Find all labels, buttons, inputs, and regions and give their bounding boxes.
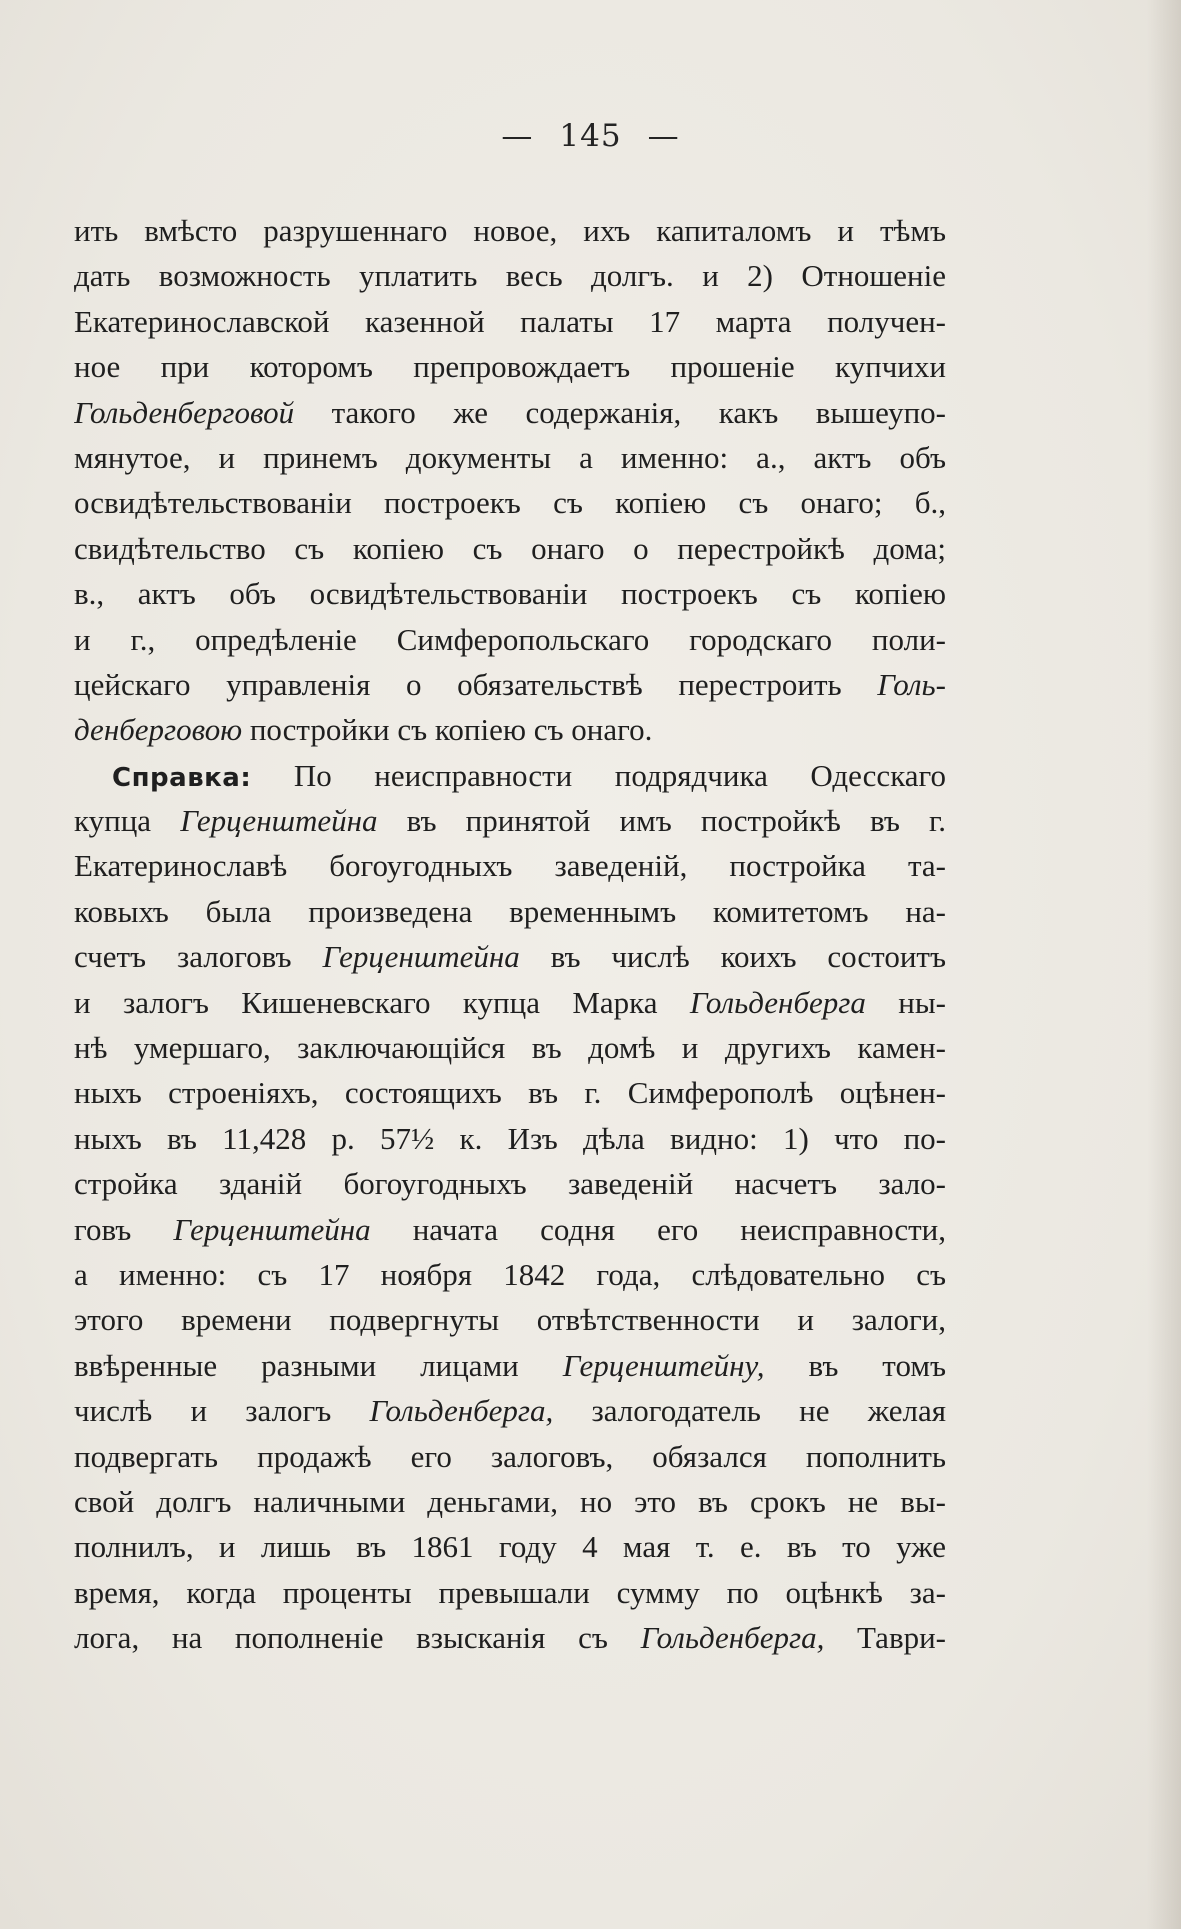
text-line: [74, 934, 946, 979]
text-segment: подвергать продажѣ его залоговъ, обязался пополнить: [74, 1438, 946, 1474]
page-number-dash-left: —: [501, 118, 534, 154]
text-line: [74, 526, 946, 571]
text-segment: мянутое, и принемъ документы а именно: а., актъ объ: [74, 439, 946, 475]
italic-name: Голь-: [877, 666, 946, 702]
text-segment: ныхъ въ 11,428 р. 57½ к. Изъ дѣла видно: 1) что по-: [74, 1120, 946, 1156]
text-line: [74, 1479, 946, 1524]
text-line: [74, 617, 946, 662]
text-segment: По неисправности подрядчика Одесскаго: [251, 757, 946, 793]
text-body: [74, 208, 946, 1661]
text-segment: ны-: [865, 984, 946, 1020]
text-line: [74, 390, 946, 435]
text-line: [74, 299, 946, 344]
text-line: [74, 662, 946, 707]
italic-name: Герценштейна: [180, 803, 378, 839]
text-line: [74, 253, 946, 298]
text-segment: Екатеринославѣ богоугодныхъ заведенiй, постройка та-: [74, 848, 946, 884]
text-line: [74, 798, 946, 843]
text-segment: ить вмѣсто разрушеннаго новое, ихъ капиталомъ и тѣмъ: [74, 213, 946, 248]
text-line: [74, 1207, 946, 1252]
text-segment: время, когда проценты превышали сумму по оцѣнкѣ за-: [74, 1574, 946, 1610]
text-line: [74, 980, 946, 1025]
text-line: [74, 1161, 946, 1206]
text-line: [74, 344, 946, 389]
text-line: [74, 435, 946, 480]
text-segment: ковыхъ была произведена временнымъ комитетомъ на-: [74, 893, 946, 929]
text-segment: а именно: съ 17 ноября 1842 года, слѣдовательно съ: [74, 1256, 946, 1292]
text-line: [74, 707, 946, 752]
text-segment: въ принятой имъ постройкѣ въ г.: [377, 803, 946, 839]
italic-name: Гольденберга,: [369, 1393, 554, 1429]
text-line: [74, 1524, 946, 1569]
text-segment: и г., опредѣленiе Симферопольскаго городскаго поли-: [74, 621, 946, 657]
text-segment: и залогъ Кишеневскаго купца Марка: [74, 984, 690, 1020]
text-segment: этого времени подвергнуты отвѣтственности и залоги,: [74, 1302, 946, 1338]
text-segment: стройка зданiй богоугодныхъ заведенiй насчетъ зало-: [74, 1166, 946, 1202]
section-label: Справка:: [112, 762, 252, 793]
text-line: [74, 1070, 946, 1115]
text-line: [74, 753, 946, 798]
text-segment: свидѣтельство съ копiею съ онаго о перестройкѣ дома;: [74, 530, 946, 566]
text-line: [74, 1116, 946, 1161]
text-segment: купца: [74, 803, 181, 839]
text-segment: полнилъ, и лишь въ 1861 году 4 мая т. е. въ то уже: [74, 1529, 946, 1565]
text-segment: ныхъ строенiяхъ, состоящихъ въ г. Симферополѣ оцѣнен-: [74, 1075, 946, 1111]
text-line: [74, 1343, 946, 1388]
text-line: [74, 1297, 946, 1342]
text-segment: освидѣтельствованiи построекъ съ копiею съ онаго; б.,: [74, 485, 946, 521]
text-segment: залогодатель не желая: [553, 1393, 946, 1429]
text-line: [74, 1570, 946, 1615]
text-segment: ное при которомъ препровождаетъ прошенiе купчихи: [74, 349, 946, 385]
text-segment: нѣ умершаго, заключающiйся въ домѣ и другихъ камен-: [74, 1030, 946, 1066]
text-segment: говъ: [74, 1211, 174, 1247]
page-edge-shadow: [1147, 0, 1181, 1929]
text-segment: ввѣренные разными лицами: [74, 1347, 563, 1383]
text-line: [74, 889, 946, 934]
text-segment: начата содня его неисправности,: [370, 1211, 946, 1247]
text-line: [74, 1434, 946, 1479]
text-segment: Екатеринославской казенной палаты 17 марта получен-: [74, 303, 946, 339]
page-number: [0, 118, 1181, 154]
text-line: [74, 1252, 946, 1297]
text-segment: въ числѣ коихъ состоитъ: [519, 939, 946, 975]
text-line: [74, 208, 946, 253]
italic-name: Герценштейна: [322, 939, 520, 975]
page-number-dash-right: —: [647, 118, 680, 154]
text-segment: такого же содержанiя, какъ вышеупо-: [294, 394, 946, 430]
italic-name: денберговою: [74, 712, 243, 748]
text-segment: Таври-: [824, 1620, 946, 1656]
text-segment: свой долгъ наличными деньгами, но это въ срокъ не вы-: [74, 1483, 946, 1519]
text-segment: постройки съ копiею съ онаго.: [242, 712, 653, 748]
text-segment: в., актъ объ освидѣтельствованiи построекъ съ копiею: [74, 576, 946, 612]
page-number-value: 145: [559, 118, 622, 154]
text-segment: счетъ залоговъ: [74, 939, 323, 975]
text-segment: въ томъ: [764, 1347, 946, 1383]
text-line: [74, 1615, 946, 1660]
text-segment: цейскаго управленiя о обязательствѣ перестроить: [74, 666, 878, 702]
text-segment: дать возможность уплатить весь долгъ. и 2) Отношенiе: [74, 258, 946, 294]
text-segment: числѣ и залогъ: [74, 1393, 370, 1429]
italic-name: Герценштейна: [173, 1211, 371, 1247]
text-segment: лога, на пополненiе взысканiя съ: [74, 1620, 641, 1656]
italic-name: Герценштейну,: [562, 1347, 765, 1383]
italic-name: Гольденберговой: [74, 394, 295, 430]
text-line: [74, 571, 946, 616]
italic-name: Гольденберга,: [640, 1620, 825, 1656]
text-line: [74, 1388, 946, 1433]
text-line: [74, 480, 946, 525]
italic-name: Гольденберга: [689, 984, 866, 1020]
text-line: [74, 843, 946, 888]
text-line: [74, 1025, 946, 1070]
